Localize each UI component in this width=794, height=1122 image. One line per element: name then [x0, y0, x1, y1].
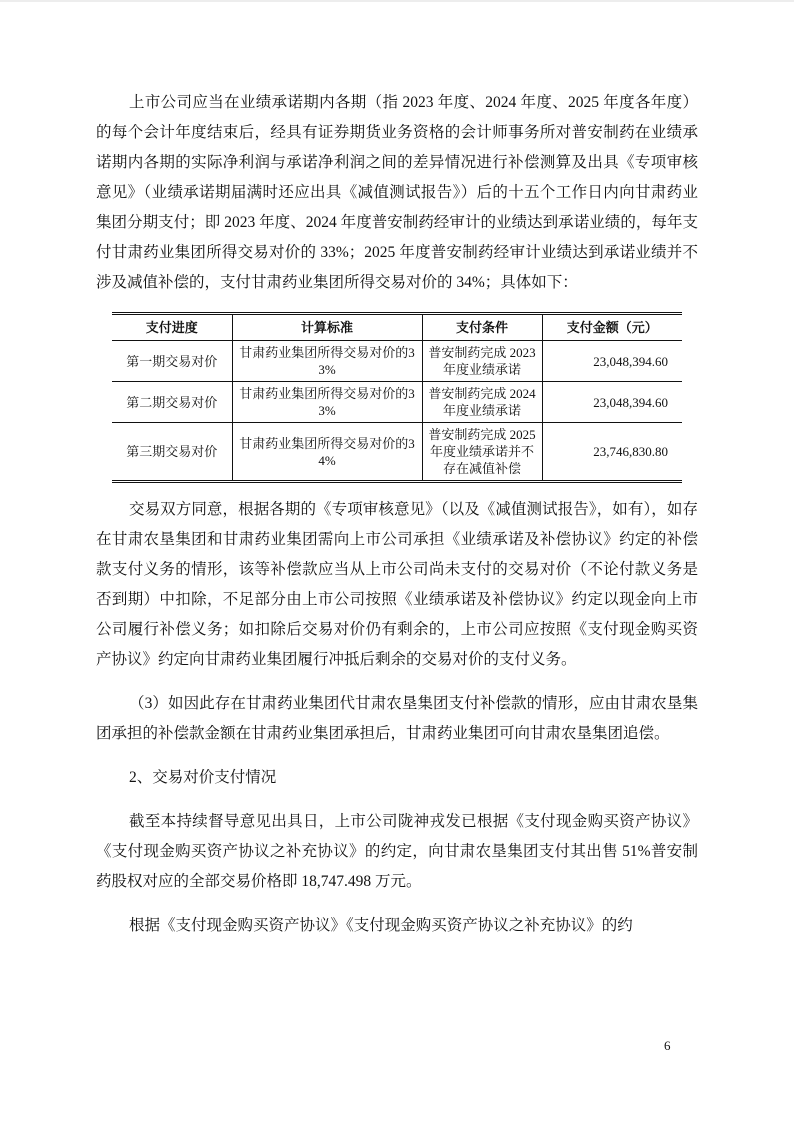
cell-amount: 23,048,394.60: [542, 341, 682, 382]
document-content: [96, 88, 698, 955]
paragraph-payment-completed: 截至本持续督导意见出具日，上市公司陇神戎发已根据《支付现金购买资产协议》《支付现金购买资产协议之补充协议》的约定，向甘肃农垦集团支付其出售 51%普安制药股权对应的全部交易价格即 18,747.498 万元。: [96, 813, 698, 890]
header-payment-condition: 支付条件: [422, 314, 542, 341]
payment-schedule-table: [112, 312, 682, 483]
cell-amount: 23,048,394.60: [542, 382, 682, 423]
header-calculation-standard: 计算标准: [232, 314, 422, 341]
header-payment-progress: 支付进度: [112, 314, 232, 341]
cell-standard: 甘肃药业集团所得交易对价的33%: [232, 382, 422, 423]
page-top-edge: [0, 0, 794, 2]
cell-stage: 第一期交易对价: [112, 341, 232, 382]
page-number: 6: [664, 1038, 671, 1053]
header-payment-amount: 支付金额（元）: [542, 314, 682, 341]
cell-condition: 普安制药完成 2023 年度业绩承诺: [422, 341, 542, 382]
table-row: [112, 341, 682, 382]
paragraph-compensation-deduction: 交易双方同意，根据各期的《专项审核意见》（以及《减值测试报告》，如有），如存在甘肃农垦集团和甘肃药业集团需向上市公司承担《业绩承诺及补偿协议》约定的补偿款支付义务的情形，该等补偿款应当从上市公司尚未支付的交易对价（不论付款义务是否到期）中扣除，不足部分由上市公司按照《业绩承诺及补偿协议》约定以现金向上市公司履行补偿义务；如扣除后交易对价仍有剩余的，上市公司应按照《支付现金购买资产协议》约定向甘肃药业集团履行冲抵后剩余的交易对价的支付义务。: [96, 501, 698, 668]
cell-condition: 普安制药完成 2024 年度业绩承诺: [422, 382, 542, 423]
cell-condition: 普安制药完成 2025 年度业绩承诺并不存在减值补偿: [422, 423, 542, 482]
paragraph-item-3-recourse: （3）如因此存在甘肃药业集团代甘肃农垦集团支付补偿款的情形，应由甘肃农垦集团承担的补偿款金额在甘肃药业集团承担后，甘肃药业集团可向甘肃农垦集团追偿。: [96, 695, 698, 742]
cell-standard: 甘肃药业集团所得交易对价的34%: [232, 423, 422, 482]
table-row: [112, 423, 682, 482]
paragraph-performance-commitment: 上市公司应当在业绩承诺期内各期（指 2023 年度、2024 年度、2025 年度各年度）的每个会计年度结束后，经具有证券期货业务资格的会计师事务所对普安制药在业绩承诺期内各期的实际净利润与承诺净利润之间的差异情况进行补偿测算及出具《专项审核意见》（业绩承诺期届满时还应出具《减值测试报告》）后的十五个工作日内向甘肃药业集团分期支付；即 2023 年度、2024 年度普安制药经审计的业绩达到承诺业绩的，每年支付甘肃药业集团所得交易对价的 33%；2025 年度普安制药经审计业绩达到承诺业绩并不涉及减值补偿的，支付甘肃药业集团所得交易对价的 34%；具体如下：: [96, 94, 698, 291]
cell-amount: 23,746,830.80: [542, 423, 682, 482]
table-header-row: [112, 314, 682, 341]
cell-stage: 第三期交易对价: [126, 444, 218, 459]
cell-stage: 第二期交易对价: [112, 382, 232, 423]
section-heading-payment-status: 2、交易对价支付情况: [129, 769, 277, 786]
paragraph-agreement-continuation: 根据《支付现金购买资产协议》《支付现金购买资产协议之补充协议》的约: [129, 917, 633, 934]
cell-standard: 甘肃药业集团所得交易对价的33%: [232, 341, 422, 382]
table-row: [112, 382, 682, 423]
